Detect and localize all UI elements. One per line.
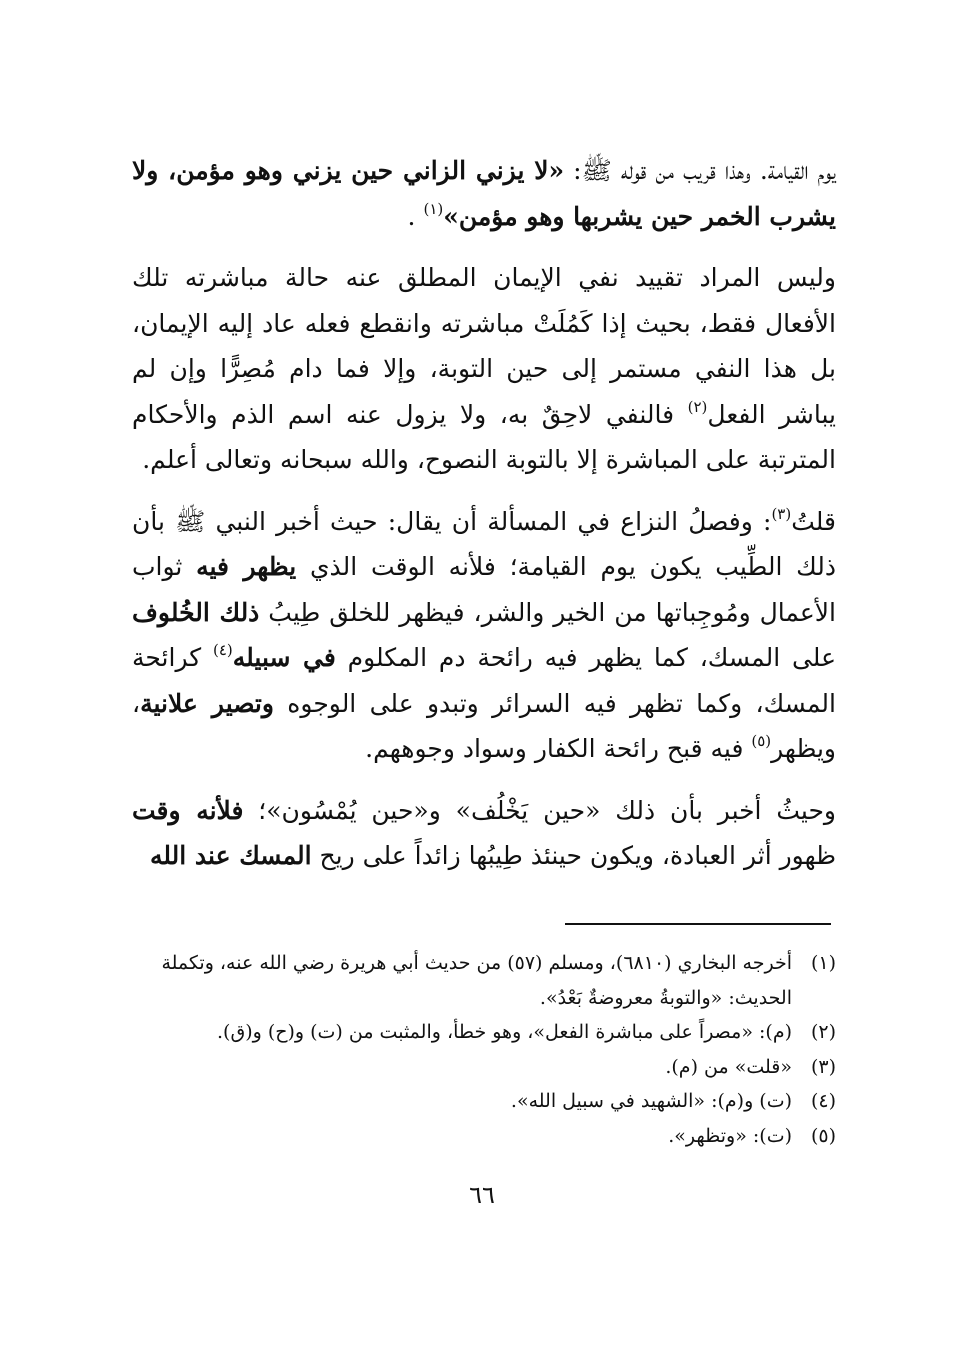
paragraph-4 [132, 788, 836, 879]
main-text [132, 148, 836, 895]
paragraph-1 [132, 148, 836, 239]
p1-text-c: . [407, 201, 424, 231]
p1-footnote-ref[interactable]: (١) [423, 199, 444, 218]
p4-text-c: ظهور أثر العبادة، ويكون حينئذ طِيبُها زائداً على ريح [311, 841, 836, 870]
p3-bold-e: ذلك الخُلوف [132, 597, 260, 627]
footnote-number: (٤) [810, 1090, 836, 1112]
p1-text-a: يوم القيامة. وهذا قريب من قوله ﷺ: [564, 156, 836, 185]
footnote-number: (٥) [810, 1124, 836, 1147]
footnote-number: (١) [810, 952, 836, 974]
footnote-2 [138, 1015, 836, 1050]
footnote-text: أخرجه البخاري (٦٨١٠)، ومسلم (٥٧) من حديث أبي هريرة رضي الله عنه، وتكملة الحديث: «والتوبةُ معروضةٌ بَعْدُ». [161, 952, 792, 1009]
p3-text-d: ثواب الأعمال ومُوجِباتها من الخير والشر، فيظهر للخلق طِيبُ [132, 552, 836, 627]
footnote-5 [138, 1119, 836, 1154]
paragraph-2 [132, 255, 836, 483]
p1-hadith-quote: «لا يزني الزاني حين يزني وهو مؤمن، ولا يشرب الخمر حين يشربها وهو مؤمن» [132, 156, 836, 231]
footnote-4 [138, 1084, 836, 1119]
footnote-number: (٣) [810, 1055, 836, 1078]
p2-text-a: وليس المراد تقييد نفي الإيمان المطلق عنه حالة مباشرته تلك الأفعال فقط، بحيث إذا كَمُلَتْ مباشرته وانقطع فعله عاد إليه الإيمان، بل هذا النفي مستمر إلى حين التوبة، وإلا فما دام مُصِرًّا وإن لم يباشر الفعل [132, 263, 836, 429]
footnote-text: (ت): «وتظهر». [668, 1124, 792, 1147]
footnote-text: (م): «مصراً على مباشرة الفعل»، وهو خطأ، والمثبت من (ت) و(ح) و(ق). [217, 1021, 792, 1043]
footnote-1 [138, 946, 836, 1015]
p3-footnote-ref-3[interactable]: (٣) [771, 504, 792, 523]
footnote-text: «قلت» من (م). [665, 1055, 792, 1078]
p3-footnote-ref-4[interactable]: (٤) [212, 641, 233, 659]
p3-bold-i: وتصير علانية [140, 688, 274, 718]
p3-text-b: : وفصلُ النزاع في المسألة أن يقال: حيث أخبر النبي ﷺ بأن ذلك الطِّيب يكون يوم القيامة؛ فلأنه الوقت الذي [132, 506, 836, 581]
p4-bold-b: فلأنه وقت [132, 795, 244, 825]
p4-bold-d: المسك عند الله [149, 841, 312, 870]
p2-footnote-ref[interactable]: (٢) [687, 397, 708, 416]
footnote-text: (ت) و(م): «الشهيد في سبيل الله». [510, 1090, 792, 1112]
footnote-separator [565, 923, 831, 925]
page-number: ٦٦ [469, 1181, 495, 1209]
footnotes [138, 946, 836, 1153]
p3-bold-g: في سبيله [232, 643, 336, 672]
footnote-3 [138, 1050, 836, 1085]
p3-text-a: قلتُ [791, 506, 836, 536]
paragraph-3 [132, 499, 836, 772]
p3-footnote-ref-5[interactable]: (٥) [751, 732, 772, 750]
p2-text-b: فالنفي لاحِقٌ به، ولا يزول عنه اسم الذم والأحكام المترتبة على المباشرة إلا بالتوبة النصوح، والله سبحانه وتعالى أعلم. [132, 399, 836, 474]
p3-text-j: ، ويظهر [132, 688, 836, 763]
p3-text-h: كرائحة المسك، وكما تظهر فيه السرائر وتبدو على الوجوه [132, 643, 836, 718]
p3-text-f: على المسك، كما يظهر فيه رائحة دم المكلوم [335, 643, 836, 672]
footnote-number: (٢) [810, 1021, 836, 1043]
p3-text-k: فيه قبح رائحة الكفار وسواد وجوههم. [365, 734, 752, 763]
p3-bold-c: يظهر فيه [196, 552, 297, 581]
p4-text-a: وحيثُ أخبر بأن ذلك «حين يَخْلُف» و«حين يُمْسُون»؛ [243, 795, 836, 825]
